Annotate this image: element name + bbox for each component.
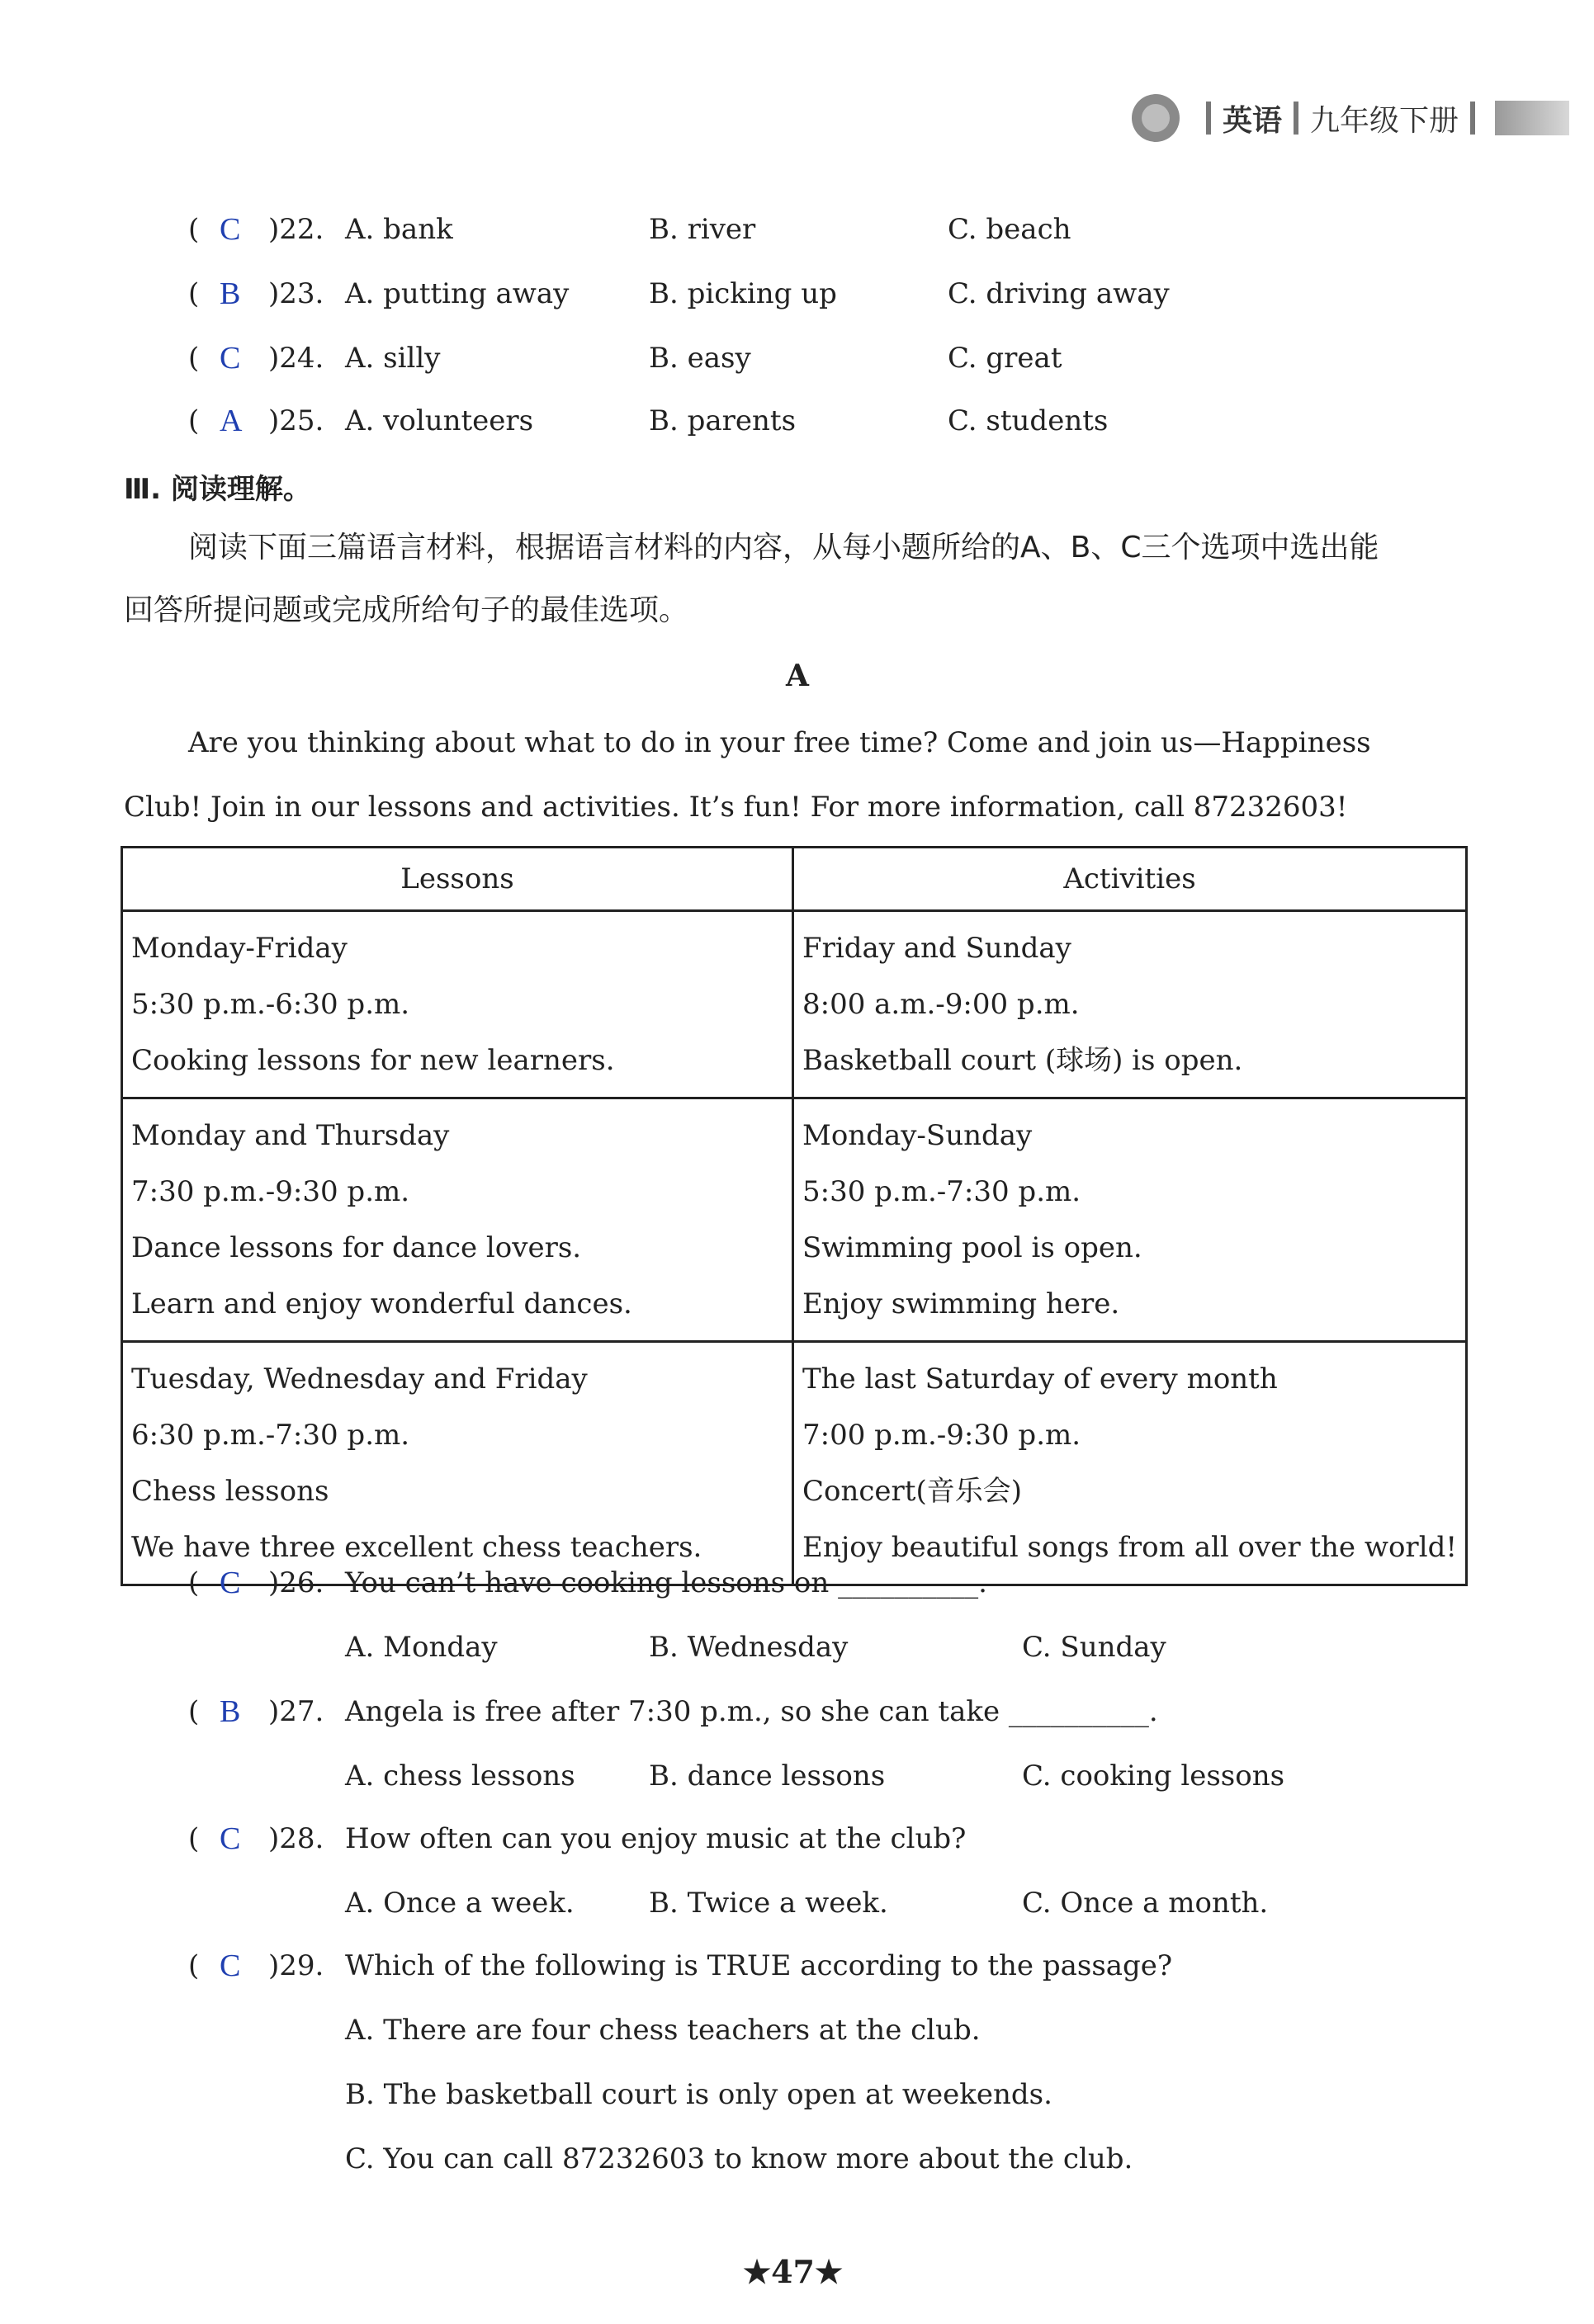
option-c: C. driving away [948, 277, 1170, 310]
question-stem: You can’t have cooking lessons on __________. [345, 1566, 987, 1599]
answer-mark: A [220, 404, 243, 438]
instructions-line: 阅读下面三篇语言材料，根据语言材料的内容，从每小题所给的A、B、C三个选项中选出能 [188, 531, 1379, 564]
option-c: C. beach [948, 213, 1071, 246]
option-c: C. great [948, 342, 1062, 375]
option-a: A. chess lessons [345, 1760, 575, 1793]
instructions-line: 回答所提问题或完成所给句子的最佳选项。 [124, 593, 689, 627]
table-header-row [122, 848, 1467, 911]
option-a: A. Monday [345, 1631, 498, 1664]
option-c: C. cooking lessons [1022, 1760, 1285, 1793]
lessons-cell: Tuesday, Wednesday and Friday 6:30 p.m.-7:30 p.m. Chess lessons We have three excellent chess teachers. [122, 1342, 793, 1585]
question-number: )29. [268, 1949, 324, 1982]
activities-cell: Friday and Sunday 8:00 a.m.-9:00 p.m. Basketball court (球场) is open. [793, 911, 1467, 1098]
question-number: )22. [268, 213, 324, 246]
option-c: C. students [948, 404, 1109, 437]
answer-mark: C [220, 212, 241, 247]
table-header-lessons: Lessons [122, 848, 793, 911]
option-a: A. putting away [345, 277, 570, 310]
option-a: A. Once a week. [345, 1887, 575, 1920]
question-number: )26. [268, 1566, 324, 1599]
answer-mark: B [220, 1694, 241, 1729]
divider [1294, 102, 1298, 135]
question-number: )28. [268, 1822, 324, 1855]
option-c: C. Sunday [1022, 1631, 1166, 1664]
activities-cell: Monday-Sunday 5:30 p.m.-7:30 p.m. Swimming pool is open. Enjoy swimming here. [793, 1098, 1467, 1342]
table-row [122, 1098, 1467, 1342]
page-header [1132, 89, 1569, 147]
answer-mark: C [220, 1821, 241, 1856]
answer-mark: C [220, 341, 241, 376]
question-number: )27. [268, 1695, 324, 1728]
lessons-cell: Monday-Friday 5:30 p.m.-6:30 p.m. Cooking lessons for new learners. [122, 911, 793, 1098]
option-b: B. picking up [649, 277, 837, 310]
question-stem: Angela is free after 7:30 p.m., so she can take __________. [345, 1695, 1158, 1728]
option-b: B. Twice a week. [649, 1887, 888, 1920]
option-b: B. river [649, 213, 756, 246]
subject-label: 英语 [1222, 103, 1282, 138]
option-c: C. Once a month. [1022, 1887, 1269, 1920]
option-b: B. Wednesday [649, 1631, 849, 1664]
question-number: )24. [268, 342, 324, 375]
option-a: A. There are four chess teachers at the club. [345, 2014, 981, 2047]
question-stem: Which of the following is TRUE according to the passage? [345, 1949, 1173, 1982]
passage-intro-line: Are you thinking about what to do in your free time? Come and join us—Happiness [188, 726, 1371, 759]
page-number: ★47★ [743, 2253, 844, 2290]
question-stem: How often can you enjoy music at the club? [345, 1822, 967, 1855]
header-strip [1495, 101, 1569, 135]
table-header-activities: Activities [793, 848, 1467, 911]
activities-cell: The last Saturday of every month 7:00 p.m.-9:30 p.m. Concert(音乐会) Enjoy beautiful songs from all over the world! [793, 1342, 1467, 1585]
answer-mark: B [220, 276, 241, 311]
section-title: Ⅲ. 阅读理解。 [124, 473, 311, 506]
option-b: B. dance lessons [649, 1760, 886, 1793]
question-number: )25. [268, 404, 324, 437]
option-c: C. You can call 87232603 to know more about the club. [345, 2142, 1133, 2175]
page: 英语 九年级下册 ( C )22. A. bank B. river C. beach ( B )23. A. putting away B. picking up C. driving away ( C )24. A. silly B. easy C. great ( A )25. A. volunteers B. parents C. students Ⅲ. 阅读理解。 阅读下面三篇语言材料，根据语言材料的内容，从每小题所给的A、B、C三个选项中选出能 回答所提问题或完成所给句子的最佳选项。 A Are you thinking about what to do in your free time? Come and join us—Happiness Club! Join in our lessons and activities. It’s fun! For more information, call 87232603! Lessons Activities Monday-Friday 5:30 p.m.-6:30 p.m. Cooking lessons for new learners. Friday and Sunday 8:00 a.m.-9:00 p.m. Basketball court (球场) is open. Monday and Thursday 7:30 p.m.-9:30 p.m. Dance lessons for dance lovers. Learn and enjoy wonderful dances. Monday-Sunday 5:30 p.m.-7:30 p.m. Swimming pool is open. Enjoy swimming here. Tuesday, Wednesday and Friday 6:30 p.m.-7:30 p.m. Chess lessons We have three excellent chess teachers. The last Saturday of every month 7:00 p.m.-9:30 p.m. Concert(音乐会) Enjoy beautiful songs from all over the world! ( C )26. You can’t have cooking lessons on __________. A. Monday B. Wednesday C. Sunday ( B )27. Angela is free after 7:30 p.m., so she can take __________. A. chess lessons B. dance lessons C. cooking lessons ( C )28. How often can you enjoy music at the club? A. Once a week. B. Twice a week. C. Once a month. ( C )29. Which of the following is TRUE according to the passage? A. There are four chess teachers at the club. B. The basketball court is only open at weekends. C. You can call 87232603 to know more about the club. ★47★ [0, 0, 1594, 2324]
answer-mark: C [220, 1566, 241, 1600]
option-b: B. The basketball court is only open at weekends. [345, 2078, 1052, 2111]
passage-intro-line: Club! Join in our lessons and activities. It’s fun! For more information, call 87232603! [124, 791, 1348, 824]
schedule-table [121, 846, 1468, 1586]
divider [1206, 102, 1211, 135]
table-row [122, 911, 1467, 1098]
option-a: A. silly [345, 342, 441, 375]
passage-title: A [786, 659, 809, 693]
sun-logo-icon [1132, 94, 1180, 142]
grade-label: 九年级下册 [1309, 103, 1459, 138]
lessons-cell: Monday and Thursday 7:30 p.m.-9:30 p.m. Dance lessons for dance lovers. Learn and enjoy wonderful dances. [122, 1098, 793, 1342]
option-a: A. bank [345, 213, 453, 246]
answer-mark: C [220, 1948, 241, 1983]
option-a: A. volunteers [345, 404, 534, 437]
question-number: )23. [268, 277, 324, 310]
option-b: B. easy [649, 342, 751, 375]
option-b: B. parents [649, 404, 797, 437]
divider [1470, 102, 1475, 135]
table-row [122, 1342, 1467, 1585]
